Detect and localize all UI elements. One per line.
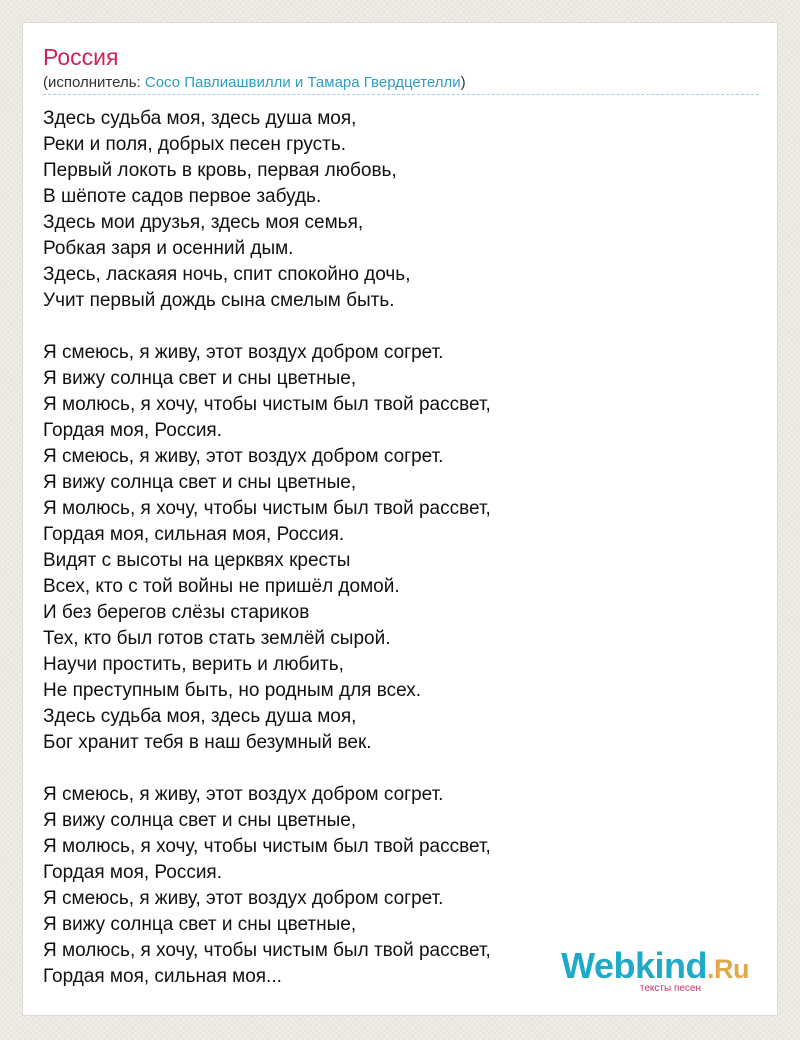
logo-tld: .Ru (707, 954, 749, 984)
lyric-line: Здесь судьба моя, здесь душа моя, (43, 706, 357, 727)
song-title: Россия (43, 44, 119, 70)
logo-name: Webkind (561, 945, 707, 986)
lyric-line: Я молюсь, я хочу, чтобы чистым был твой рассвет, (43, 940, 491, 961)
lyric-line: Я смеюсь, я живу, этот воздух добром согрет. (43, 446, 444, 467)
artist-link[interactable]: Сосо Павлиашвилли и Тамара Гвердцетелли (144, 74, 461, 91)
lyric-line: Я смеюсь, я живу, этот воздух добром согрет. (43, 784, 444, 805)
site-logo[interactable] (561, 945, 749, 995)
artist-line (43, 73, 466, 93)
lyric-line: Я смеюсь, я живу, этот воздух добром согрет. (43, 888, 444, 909)
logo-wordmark (561, 945, 749, 987)
lyric-line: И без берегов слёзы стариков (43, 602, 310, 623)
lyric-line: Я вижу солнца свет и сны цветные, (43, 472, 357, 493)
lyric-line: Я вижу солнца свет и сны цветные, (43, 810, 357, 831)
lyric-line: Видят с высоты на церквях кресты (43, 550, 351, 571)
lyric-line: Я молюсь, я хочу, чтобы чистым был твой рассвет, (43, 498, 491, 519)
stanza-break (43, 756, 759, 782)
lyric-line: Я молюсь, я хочу, чтобы чистым был твой рассвет, (43, 836, 491, 857)
logo-tagline: тексты песен (639, 983, 701, 994)
lyric-line: Я вижу солнца свет и сны цветные, (43, 368, 357, 389)
lyric-line: Тех, кто был готов стать землёй сырой. (43, 628, 391, 649)
lyric-line: Я молюсь, я хочу, чтобы чистым был твой рассвет, (43, 394, 491, 415)
lyric-line: Я смеюсь, я живу, этот воздух добром согрет. (43, 342, 444, 363)
lyric-line: Робкая заря и осенний дым. (43, 238, 294, 259)
lyric-line: Научи простить, верить и любить, (43, 654, 344, 675)
lyric-line: Гордая моя, сильная моя, Россия. (43, 524, 345, 545)
lyric-line: Гордая моя, Россия. (43, 862, 222, 883)
lyric-line: Бог хранит тебя в наш безумный век. (43, 732, 372, 753)
artist-suffix: ) (460, 74, 466, 91)
lyric-line: Я вижу солнца свет и сны цветные, (43, 914, 357, 935)
lyric-line: Гордая моя, Россия. (43, 420, 222, 441)
lyric-line: Здесь, ласкаяя ночь, спит спокойно дочь, (43, 264, 411, 285)
title-divider (43, 94, 759, 95)
lyric-line: В шёпоте садов первое забудь. (43, 186, 322, 207)
lyric-line: Здесь мои друзья, здесь моя семья, (43, 212, 364, 233)
lyric-line: Не преступным быть, но родным для всех. (43, 680, 422, 701)
artist-prefix: (исполнитель: (43, 74, 145, 91)
stanza-break (43, 314, 759, 340)
lyric-line: Гордая моя, сильная моя... (43, 966, 282, 987)
lyric-line: Первый локоть в кровь, первая любовь, (43, 160, 397, 181)
lyric-line: Учит первый дождь сына смелым быть. (43, 290, 395, 311)
lyric-line: Реки и поля, добрых песен грусть. (43, 134, 347, 155)
lyric-line: Всех, кто с той войны не пришёл домой. (43, 576, 400, 597)
lyric-line: Здесь судьба моя, здесь душа моя, (43, 108, 357, 129)
lyrics-card (22, 22, 778, 1016)
lyrics-body (43, 106, 759, 990)
